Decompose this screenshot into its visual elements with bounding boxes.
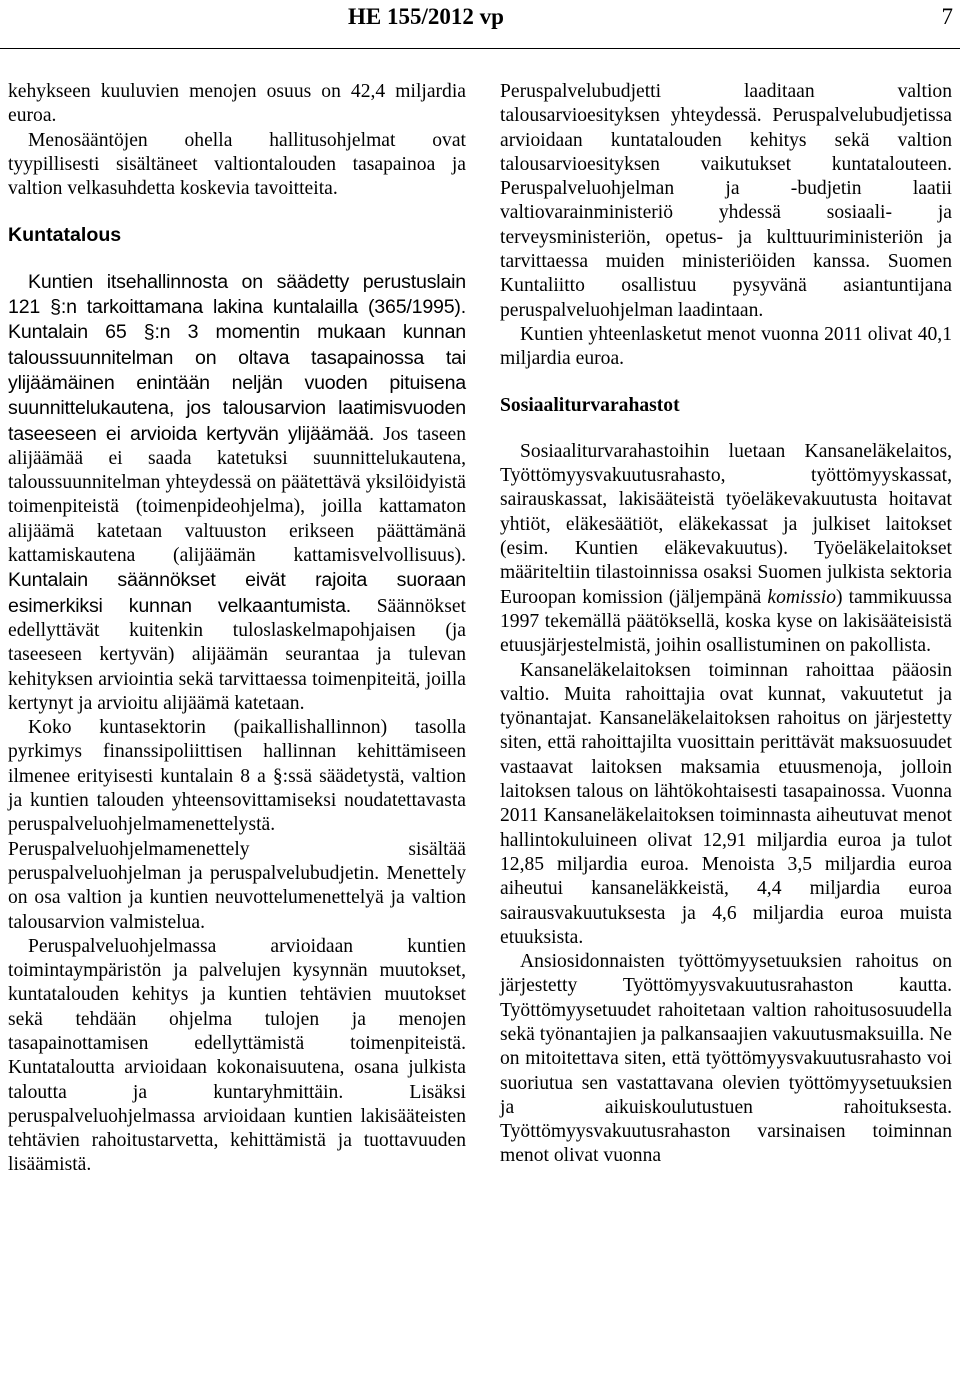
right-column <box>500 80 952 1169</box>
paragraph: Peruspalvelubudjetti laaditaan valtion talousarvioesityksen yhteydessä. Peruspalvelubudjetissa arvioidaan kuntatalouden kehitys sekä valtion talousarvioesityksen vaikutukset kuntatalouteen. Peruspalveluohjelman ja -budjetin laatii valtiovarainministeriö yhdessä sosiaali- ja terveysministeriön, opetus- ja kulttuuriministeriön ja tarvittaessa muiden ministeriöiden kanssa. Suomen Kuntaliitto osallistuu pysyvänä asiantuntijana peruspalveluohjelman laadintaan. <box>500 81 952 321</box>
section-heading-sosiaaliturvarahastot: Sosiaaliturvarahastot <box>500 394 680 416</box>
paragraph-segment: ) tammikuussa 1997 tekemällä päätöksellä, koska kyse on lakisääteisistä etuusjärjestelmistä, joihin osallistuminen on pakollista. <box>500 586 952 657</box>
paragraph <box>8 270 466 716</box>
paragraph <box>500 440 952 659</box>
italic-term: komissio <box>767 586 836 608</box>
paragraph: Ansiosidonnaisten työttömyysetuuksien rahoitus on järjestetty Työttömyysvakuutusrahaston kautta. Työttömyysetuudet rahoitetaan valtion rahoitusosuudella sekä työnantajien ja palkansaajien vakuutusmaksuilla. Ne on mitoitettava siten, että työttömyysvakuutusrahasto voi suoriutua sen vastattavana olevien työttömyysetuuksien ja aikuiskoulutustuen rahoituksesta. Työttömyysvakuutusrahaston varsinaisen toiminnan menot olivat vuonna <box>500 951 952 1167</box>
paragraph: Menosääntöjen ohella hallitusohjelmat ovat tyypillisesti sisältäneet valtiontalouden tasapainoa ja valtion velkasuhdetta koskevia tavoitteita. <box>8 129 466 200</box>
paragraph-segment: Sosiaaliturvarahastoihin luetaan Kansaneläkelaitos, Työttömyysvakuutusrahasto, työttömyyskassat, sairauskassat, lakisääteistä työeläkevakuutusta hoitavat yhtiöt, eläkesäätiöt, eläkekassat ja julkiset laitokset (esim. Kuntien eläkevakuutus). Työeläkelaitokset määriteltiin tilastoinnissa osaksi Suomen julkista sektoria Euroopan komission (jäljempänä <box>500 440 952 608</box>
page-number: 7 <box>941 4 953 29</box>
page-header <box>0 4 960 44</box>
paragraph: kehykseen kuuluvien menojen osuus on 42,4 miljardia euroa. <box>8 81 466 127</box>
paragraph: Kuntien yhteenlasketut menot vuonna 2011 olivat 40,1 miljardia euroa. <box>500 323 952 370</box>
header-rule <box>0 48 960 49</box>
document-id: HE 155/2012 vp <box>348 4 504 29</box>
paragraph-segment: Kuntalain säännökset eivät rajoita suoraan esimerkiksi kunnan velkaantumista. <box>8 569 466 617</box>
paragraph-segment: Säännökset edellyttävät kuitenkin tuloslaskelmapohjaisen (ja taseeseen kertyvän) alijäämän seurantaa ja tulevan kehityksen arviointia sekä tarvittaessa toimenpiteitä, joilla kertynyt ja arvioitu alijäämä katetaan. <box>8 595 466 714</box>
section-heading-kuntatalous: Kuntatalous <box>8 224 122 247</box>
paragraph: Peruspalveluohjelmassa arvioidaan kuntien toimintaympäristön ja palvelujen kysynnän muutokset, kuntatalouden kehitys ja kuntien tehtävien muutokset sekä tehdään ohjelma tulojen ja menojen tasapainottamisen edellyttämistä toimenpiteistä. Kuntataloutta arvioidaan kokonaisuutena, osana julkista taloutta ja kuntaryhmittäin. Lisäksi peruspalveluohjelmassa arvioidaan kuntien lakisääteisten tehtävien rahoitustarvetta, kehittämistä ja tuottavuuden lisäämistä. <box>8 935 466 1176</box>
paragraph: Koko kuntasektorin (paikallishallinnon) tasolla pyrkimys finanssipoliittisen hallinnan kehittämiseen ilmenee erityisesti kuntalain 8 a §:ssä säädetystä, valtion ja kuntien talouden yhteensovittamiseksi noudatettavasta peruspalveluohjelmamenettelystä. Peruspalveluohjelmamenettely sisältää peruspalveluohjelman ja peruspalvelubudjetin. Menettely on osa valtion ja kuntien neuvottelumenettelyä ja valtion talousarvion valmistelua. <box>8 717 466 933</box>
paragraph-segment: Kuntalain 65 §:n 3 momentin mukaan kunnan taloussuunnitelman on oltava tasapainossa tai ylijäämäinen enintään neljän vuoden pituisena suunnittelukautena, jos talousarvion laatimisvuoden taseeseen ei arvioida kertyvän ylijäämää. <box>8 321 466 445</box>
paragraph-segment: Kuntien itsehallinnosta on säädetty perustuslain 121 §:n tarkoittamana lakina kuntalailla (365/1995). <box>8 270 466 319</box>
left-column <box>8 80 466 1178</box>
paragraph: Kansaneläkelaitoksen toiminnan rahoittaa pääosin valtio. Muita rahoittajia ovat kunnat, vakuutetut ja työnantajat. Kansaneläkelaitoksen rahoitus on järjestetty siten, että rahoittajilta vuosittain perittävät maksuosuudet vastaavat laitoksen maksamia etuusmenoja, jolloin laitoksen talous on lähtökohtaisesti tasapainossa. Vuonna 2011 Kansaneläkelaitoksen toiminnasta aiheutuvat menot hallintokuluineen olivat 12,91 miljardia euroa ja tulot 12,85 miljardia euroa. Menoista 3,5 miljardia euroa aiheutui kansaneläkkeistä, 4,4 miljardia euroa sairausvakuutuksesta ja 4,6 miljardia euroa muista etuuksista. <box>500 659 952 948</box>
paragraph-segment: Jos taseen alijäämää ei saada katetuksi suunnittelukautena, taloussuunnitelman yhteydessä on päätettävä yksilöidyistä toimenpiteistä (toimenpideohjelma), joilla kattamaton alijäämä katetaan valtuuston erikseen päättämänä kattamiskautena (alijäämän kattamisvelvollisuus). <box>8 423 467 567</box>
